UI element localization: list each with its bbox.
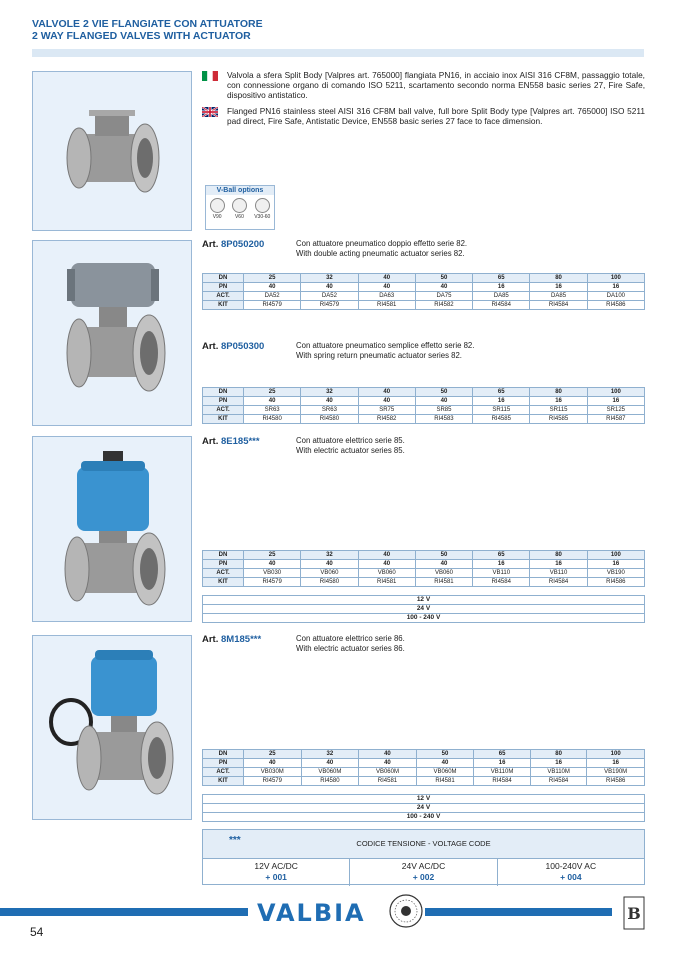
- table-cell: SR125: [587, 406, 644, 415]
- spec-table: [202, 273, 645, 310]
- vball-icon: [232, 198, 247, 213]
- table-cell: VB060: [415, 569, 472, 578]
- table-cell: 50: [415, 551, 472, 560]
- svg-text:B: B: [627, 904, 641, 923]
- table-cell: SR115: [473, 406, 530, 415]
- voltage-cell: 12 V: [203, 795, 645, 804]
- vball-option: V30-60: [254, 198, 270, 220]
- valbia-logo: [255, 899, 370, 930]
- table-cell: DA100: [587, 292, 644, 301]
- table-cell: RI4583: [415, 415, 472, 424]
- table-cell: 40: [244, 759, 302, 768]
- spec-table: [202, 550, 645, 587]
- vball-icon: [210, 198, 225, 213]
- table-cell: DA52: [244, 292, 301, 301]
- header-bar: [32, 49, 644, 57]
- voltage-cell: 100 - 240 V: [203, 614, 645, 623]
- table-cell: 40: [359, 759, 417, 768]
- table-cell: RI4584: [474, 777, 531, 786]
- intro-text: [202, 70, 645, 132]
- table-cell: 100: [587, 274, 644, 283]
- table-cell: 40: [244, 560, 301, 569]
- table-cell: 40: [358, 283, 415, 292]
- table-cell: 40: [358, 551, 415, 560]
- table-cell: RI4579: [244, 301, 301, 310]
- table-cell: RI4579: [244, 578, 301, 587]
- voltage-table: [202, 595, 645, 623]
- table-cell: RI4586: [587, 301, 644, 310]
- row-header: ACT.: [203, 768, 244, 777]
- table-cell: 40: [301, 560, 358, 569]
- spec-table: [202, 387, 645, 424]
- table-cell: RI4581: [358, 301, 415, 310]
- table-cell: SR75: [358, 406, 415, 415]
- table-cell: 40: [415, 397, 472, 406]
- table-row: [203, 301, 645, 310]
- table-cell: 16: [473, 283, 530, 292]
- vball-options: V-Ball options V90 V60 V30-60: [205, 185, 275, 230]
- table-cell: SR63: [301, 406, 358, 415]
- table-cell: 40: [358, 397, 415, 406]
- row-header: DN: [203, 388, 244, 397]
- row-header: KIT: [203, 415, 244, 424]
- table-cell: 40: [416, 759, 474, 768]
- table-cell: RI4581: [359, 777, 417, 786]
- table-row: [203, 560, 645, 569]
- table-cell: VB030M: [244, 768, 302, 777]
- voltage-row: [203, 614, 645, 623]
- table-row: [203, 397, 645, 406]
- valve-photo: [32, 71, 192, 231]
- table-row: [203, 777, 645, 786]
- table-cell: RI4582: [415, 301, 472, 310]
- italy-flag-icon: [202, 71, 218, 81]
- table-cell: SR63: [244, 406, 301, 415]
- table-cell: 100: [587, 750, 645, 759]
- pneumatic-valve-photo: [32, 240, 192, 426]
- row-header: PN: [203, 560, 244, 569]
- table-cell: 32: [301, 274, 358, 283]
- vball-option: V90: [210, 198, 225, 220]
- table-cell: 40: [244, 283, 301, 292]
- voltage-row: [203, 605, 645, 614]
- table-cell: 65: [473, 551, 530, 560]
- table-row: [203, 750, 645, 759]
- table-cell: 25: [244, 551, 301, 560]
- table-cell: RI4582: [358, 415, 415, 424]
- table-cell: RI4581: [415, 578, 472, 587]
- table-cell: VB060M: [301, 768, 359, 777]
- voltage-row: [203, 795, 645, 804]
- table-row: [203, 406, 645, 415]
- table-row: [203, 388, 645, 397]
- table-cell: 16: [530, 283, 587, 292]
- table-row: [203, 768, 645, 777]
- table-cell: 16: [587, 283, 644, 292]
- table-cell: RI4584: [473, 578, 530, 587]
- voltage-cell: 24 V: [203, 804, 645, 813]
- table-row: [203, 292, 645, 301]
- table-cell: 25: [244, 750, 302, 759]
- table-cell: 16: [587, 560, 644, 569]
- row-header: DN: [203, 750, 244, 759]
- table-cell: RI4587: [587, 415, 644, 424]
- row-header: DN: [203, 551, 244, 560]
- table-cell: 16: [530, 397, 587, 406]
- table-cell: 16: [530, 759, 587, 768]
- table-cell: DA63: [358, 292, 415, 301]
- table-cell: 40: [244, 397, 301, 406]
- table-cell: RI4584: [473, 301, 530, 310]
- article-description: Con attuatore pneumatico semplice effetto serie 82. With spring return pneumatic actuator series 82.: [296, 341, 475, 360]
- table-cell: 40: [358, 274, 415, 283]
- table-cell: RI4580: [301, 578, 358, 587]
- article-heading: Art. 8M185***: [202, 634, 262, 645]
- table-cell: SR85: [415, 406, 472, 415]
- table-row: [203, 415, 645, 424]
- voltage-option: 12V AC/DC + 001: [203, 859, 350, 886]
- table-cell: VB110: [473, 569, 530, 578]
- spec-table: [202, 749, 645, 786]
- table-cell: 80: [530, 388, 587, 397]
- table-cell: 65: [473, 388, 530, 397]
- vball-icon: [255, 198, 270, 213]
- table-cell: DA52: [301, 292, 358, 301]
- page-title: VALVOLE 2 VIE FLANGIATE CON ATTUATORE 2 WAY FLANGED VALVES WITH ACTUATOR: [32, 18, 263, 42]
- table-cell: 25: [244, 388, 301, 397]
- table-cell: VB060: [358, 569, 415, 578]
- footer-bar-right: [425, 908, 612, 916]
- table-cell: 32: [301, 551, 358, 560]
- article-description: Con attuatore elettrico serie 86. With electric actuator series 86.: [296, 634, 405, 653]
- article-description: Con attuatore pneumatico doppio effetto serie 82. With double acting pneumatic actuator series 82.: [296, 239, 468, 258]
- table-cell: 40: [415, 560, 472, 569]
- table-cell: VB060M: [416, 768, 474, 777]
- table-cell: 40: [415, 283, 472, 292]
- table-cell: 50: [416, 750, 474, 759]
- table-cell: 40: [358, 388, 415, 397]
- voltage-cell: 12 V: [203, 596, 645, 605]
- table-row: [203, 759, 645, 768]
- table-cell: 16: [587, 397, 644, 406]
- table-cell: 32: [301, 750, 359, 759]
- row-header: DN: [203, 274, 244, 283]
- table-row: [203, 274, 645, 283]
- table-cell: 32: [301, 388, 358, 397]
- article-heading: Art. 8P050200: [202, 239, 265, 250]
- table-row: [203, 283, 645, 292]
- table-cell: VB060M: [359, 768, 417, 777]
- table-cell: VB060: [301, 569, 358, 578]
- intro-it: Valvola a sfera Split Body [Valpres art. 765000] flangiata PN16, in acciaio inox AISI 316 CF8M, passaggio totale, con connessione organo di comando ISO 5211, scartamento secondo norma EN558 basic series 27, Fire Safe, dispositivo antistatico.: [202, 70, 645, 100]
- table-cell: 16: [473, 560, 530, 569]
- table-cell: RI4581: [358, 578, 415, 587]
- article-heading: Art. 8E185***: [202, 436, 260, 447]
- voltage-row: [203, 596, 645, 605]
- table-cell: VB110M: [474, 768, 531, 777]
- row-header: ACT.: [203, 406, 244, 415]
- table-cell: 40: [359, 750, 417, 759]
- table-cell: 50: [415, 274, 472, 283]
- table-cell: DA85: [530, 292, 587, 301]
- electric-valve-photo: [32, 436, 192, 622]
- vball-option: V60: [232, 198, 247, 220]
- table-row: [203, 578, 645, 587]
- table-cell: 40: [358, 560, 415, 569]
- table-cell: 16: [474, 759, 531, 768]
- table-cell: RI4580: [244, 415, 301, 424]
- table-cell: RI4580: [301, 777, 359, 786]
- svg-text:VALBIA: VALBIA: [257, 899, 366, 925]
- table-cell: RI4580: [301, 415, 358, 424]
- table-cell: 80: [530, 551, 587, 560]
- table-cell: VB110M: [530, 768, 587, 777]
- voltage-cell: 24 V: [203, 605, 645, 614]
- article-description: Con attuatore elettrico serie 85. With electric actuator series 85.: [296, 436, 405, 455]
- row-header: ACT.: [203, 569, 244, 578]
- table-cell: 40: [301, 759, 359, 768]
- table-cell: RI4586: [587, 578, 644, 587]
- footer-bar-left: [0, 908, 248, 916]
- certification-seal-icon: [388, 893, 424, 934]
- table-cell: DA85: [473, 292, 530, 301]
- voltage-row: [203, 813, 645, 822]
- table-row: [203, 551, 645, 560]
- company-logo-icon: [623, 896, 645, 935]
- table-cell: RI4584: [530, 777, 587, 786]
- table-cell: 40: [301, 283, 358, 292]
- row-header: PN: [203, 397, 244, 406]
- table-cell: RI4585: [530, 415, 587, 424]
- uk-flag-icon: [202, 107, 218, 117]
- table-cell: RI4584: [530, 578, 587, 587]
- page-number: 54: [30, 925, 44, 939]
- table-cell: SR115: [530, 406, 587, 415]
- table-cell: 100: [587, 551, 644, 560]
- table-cell: 16: [530, 560, 587, 569]
- row-header: KIT: [203, 777, 244, 786]
- row-header: KIT: [203, 301, 244, 310]
- table-cell: 16: [473, 397, 530, 406]
- voltage-table: [202, 794, 645, 822]
- table-cell: VB110: [530, 569, 587, 578]
- table-cell: VB190M: [587, 768, 645, 777]
- table-cell: RI4585: [473, 415, 530, 424]
- table-cell: 100: [587, 388, 644, 397]
- table-cell: RI4579: [301, 301, 358, 310]
- table-cell: RI4586: [587, 777, 645, 786]
- table-cell: 50: [415, 388, 472, 397]
- table-row: [203, 569, 645, 578]
- table-cell: RI4579: [244, 777, 302, 786]
- table-cell: 65: [474, 750, 531, 759]
- row-header: PN: [203, 759, 244, 768]
- voltage-cell: 100 - 240 V: [203, 813, 645, 822]
- electric-handwheel-valve-photo: [32, 635, 192, 820]
- voltage-option: 100-240V AC + 004: [545, 861, 597, 882]
- table-cell: 40: [301, 397, 358, 406]
- table-cell: DA75: [415, 292, 472, 301]
- table-cell: 80: [530, 274, 587, 283]
- row-header: ACT.: [203, 292, 244, 301]
- voltage-code-box: *** CODICE TENSIONE - VOLTAGE CODE 12V AC/DC + 001 24V AC/DC + 002 100-240V AC + 004: [202, 829, 645, 885]
- article-heading: Art. 8P050300: [202, 341, 265, 352]
- table-cell: 25: [244, 274, 301, 283]
- table-cell: RI4581: [416, 777, 474, 786]
- intro-en: Flanged PN16 stainless steel AISI 316 CF8M ball valve, full bore Split Body type [Valpres art. 765000] ISO 5211 pad direct, Fire Safe, Antistatic Device, EN558 basic series 27 face to face dimension.: [202, 106, 645, 126]
- table-cell: 16: [587, 759, 645, 768]
- table-cell: RI4584: [530, 301, 587, 310]
- row-header: KIT: [203, 578, 244, 587]
- table-cell: VB190: [587, 569, 644, 578]
- row-header: PN: [203, 283, 244, 292]
- table-cell: 80: [530, 750, 587, 759]
- voltage-row: [203, 804, 645, 813]
- voltage-option: 24V AC/DC + 002: [350, 859, 497, 886]
- table-cell: VB030: [244, 569, 301, 578]
- table-cell: 65: [473, 274, 530, 283]
